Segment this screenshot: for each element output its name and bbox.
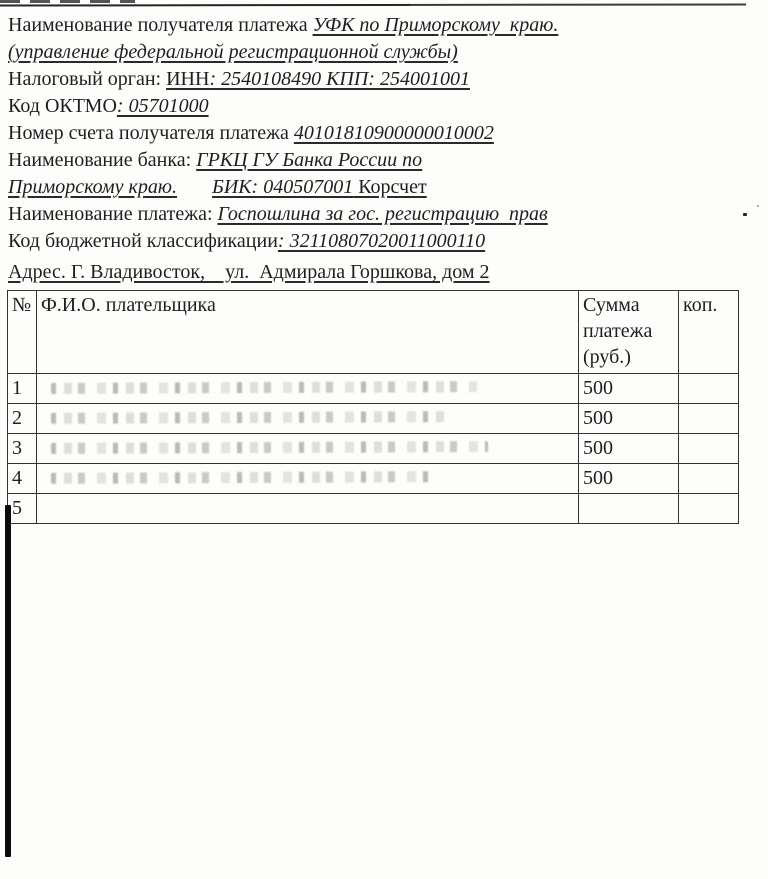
doc-line bbox=[8, 147, 756, 174]
payers-table-body bbox=[8, 374, 739, 524]
doc-line-segment: Корсчет bbox=[353, 176, 427, 198]
payer-name-cell bbox=[37, 434, 579, 464]
top-scan-line bbox=[0, 3, 746, 6]
scan-noise-dot bbox=[757, 205, 759, 207]
doc-line-segment: Госпошлина за гос. регистрацию прав bbox=[217, 203, 548, 225]
table-header-row bbox=[8, 291, 739, 374]
kopecks-cell bbox=[679, 494, 739, 524]
table-row bbox=[8, 374, 739, 404]
doc-line bbox=[8, 93, 756, 120]
doc-line-segment: Налоговый орган: bbox=[8, 68, 167, 90]
doc-line-segment: УФК по Приморскому краю. bbox=[312, 14, 559, 36]
doc-line-segment: Приморскому краю. bbox=[8, 176, 178, 198]
header-kopecks: коп. bbox=[679, 291, 739, 374]
payer-name-cell bbox=[37, 404, 579, 434]
doc-line-segment: Номер счета получателя платежа bbox=[8, 122, 294, 144]
amount-cell: 500 bbox=[579, 374, 679, 404]
header-amount: Сумма платежа (руб.) bbox=[579, 291, 679, 374]
doc-line-segment bbox=[177, 176, 212, 198]
table-row bbox=[8, 464, 739, 494]
doc-line-segment: : 05701000 bbox=[116, 95, 209, 117]
kopecks-cell bbox=[679, 434, 739, 464]
row-number-cell: 1 bbox=[8, 374, 37, 404]
doc-line-segment: Код ОКТМО bbox=[8, 95, 117, 117]
amount-cell: 500 bbox=[579, 404, 679, 434]
scan-artifact-bar bbox=[5, 505, 11, 857]
amount-cell bbox=[579, 494, 679, 524]
doc-line bbox=[8, 39, 756, 66]
doc-line-segment: 40101810900000010002 bbox=[293, 122, 494, 144]
illegible-handwriting bbox=[51, 381, 477, 394]
payer-name-cell bbox=[37, 494, 579, 524]
header-number: № bbox=[8, 291, 37, 374]
doc-line-segment: Наименование получателя платежа bbox=[8, 14, 313, 36]
header-payer-name: Ф.И.О. плательщика bbox=[37, 291, 579, 374]
payers-table bbox=[7, 290, 739, 524]
illegible-handwriting bbox=[51, 411, 445, 424]
row-number-cell: 5 bbox=[8, 494, 37, 524]
row-number-cell: 3 bbox=[8, 434, 37, 464]
doc-line bbox=[8, 66, 756, 93]
doc-line-segment: (управление федеральной регистрационной службы) bbox=[8, 41, 458, 63]
doc-line bbox=[8, 174, 756, 201]
kopecks-cell bbox=[679, 464, 739, 494]
doc-line-segment: ГРКЦ ГУ Банка России по bbox=[196, 149, 423, 171]
table-row bbox=[8, 434, 739, 464]
scan-noise-dot bbox=[743, 213, 747, 216]
doc-line bbox=[8, 259, 756, 286]
table-row bbox=[8, 404, 739, 434]
row-number-cell: 4 bbox=[8, 464, 37, 494]
amount-cell: 500 bbox=[579, 434, 679, 464]
doc-line bbox=[8, 201, 756, 228]
table-row bbox=[8, 494, 739, 524]
payer-name-cell bbox=[37, 464, 579, 494]
doc-line bbox=[8, 120, 756, 147]
doc-line-segment: Код бюджетной классификации bbox=[8, 230, 278, 252]
illegible-handwriting bbox=[51, 441, 488, 454]
doc-line bbox=[8, 12, 756, 39]
payment-details bbox=[8, 12, 756, 286]
amount-cell: 500 bbox=[579, 464, 679, 494]
kopecks-cell bbox=[679, 404, 739, 434]
doc-line-segment: Адрес. Г. Владивосток, ул. Адмирала Горшкова, дом 2 bbox=[8, 261, 490, 283]
row-number-cell: 2 bbox=[8, 404, 37, 434]
doc-line-segment: БИК: 040507001 bbox=[212, 176, 354, 198]
doc-line-segment: : 32110807020011000110 bbox=[277, 230, 486, 252]
illegible-handwriting bbox=[51, 471, 429, 484]
doc-line-segment: Наименование банка: bbox=[8, 149, 197, 171]
doc-line-segment: Наименование платежа: bbox=[8, 203, 218, 225]
doc-line-segment: : 2540108490 КПП: 254001001 bbox=[209, 68, 470, 90]
kopecks-cell bbox=[679, 374, 739, 404]
doc-line bbox=[8, 228, 756, 255]
doc-line-segment: ИНН bbox=[166, 68, 210, 90]
payer-name-cell bbox=[37, 374, 579, 404]
scan-artifact-dashes bbox=[0, 0, 135, 3]
